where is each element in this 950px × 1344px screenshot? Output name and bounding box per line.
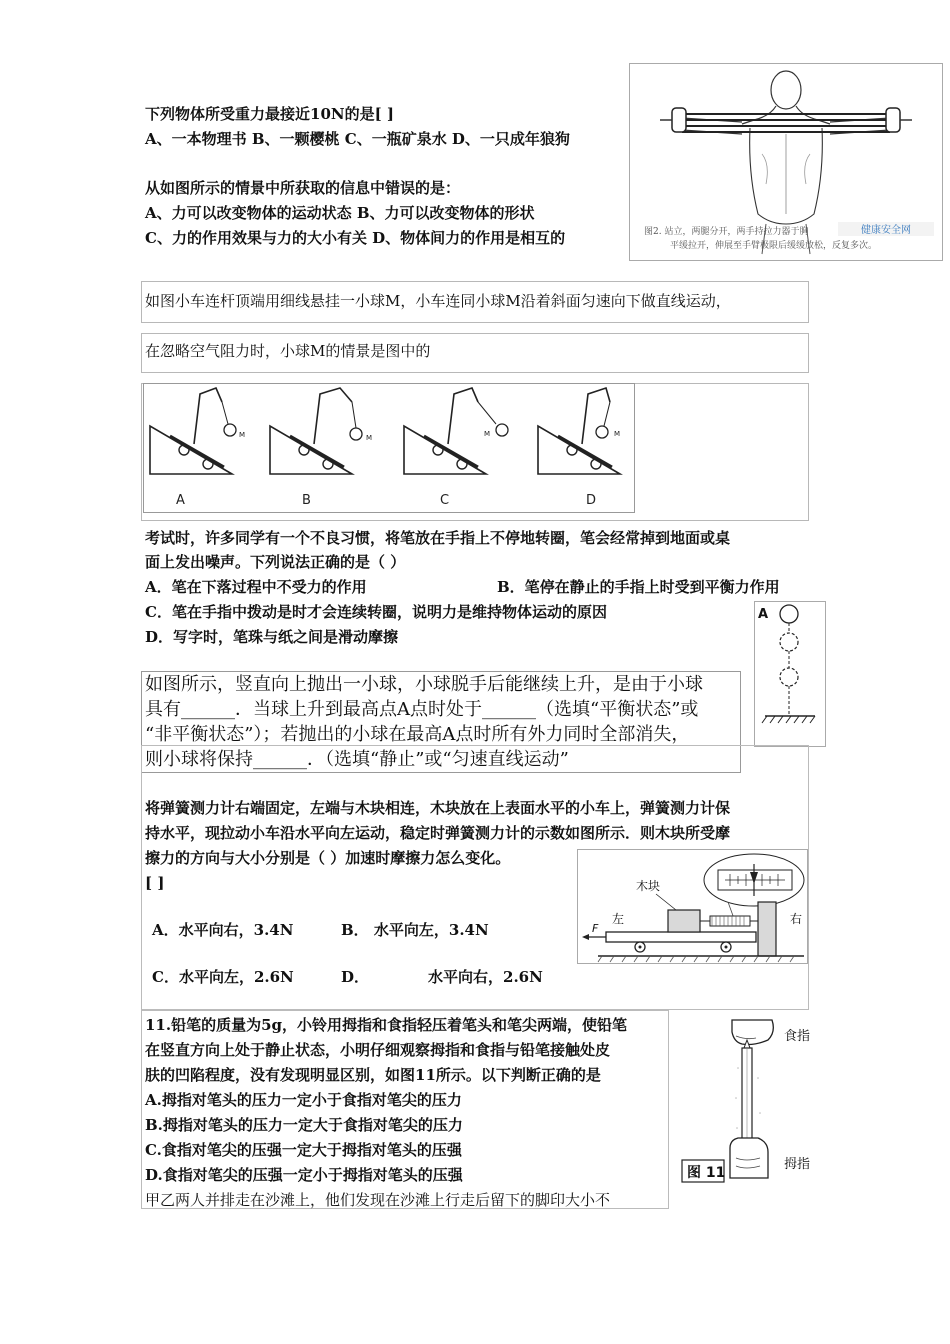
q7-line-2: 在竖直方向上处于静止状态，小明仔细观察拇指和食指与铅笔接触处皮 [145, 1041, 611, 1059]
man-with-expander-image [630, 64, 942, 260]
q4-option-b: B．笔停在静止的手指上时受到平衡力作用 [497, 578, 780, 596]
figure-11-caption: 图 11 [687, 1165, 726, 1181]
q4-line-2: 面上发出噪声。下列说法正确的是（ ） [145, 553, 406, 571]
q4-option-a: A．笔在下落过程中不受力的作用 [145, 578, 367, 596]
q3-line-2: 在忽略空气阻力时，小球M的情景是图中的 [145, 342, 431, 360]
q5-line-2: 具有______．当球上升到最高点A点时处于______（选填“平衡状态”或 [145, 699, 699, 720]
q3-line-2-box [141, 333, 809, 373]
q6-line-3: 擦力的方向与大小分别是（ ）加速时摩擦力怎么变化。 [145, 849, 511, 867]
q6-option-d: D． [341, 968, 370, 986]
figure-caption-2: 平缓拉开，伸展至手臂极限后缓缓放松，反复多次。 [670, 241, 878, 251]
force-label: F [592, 922, 599, 935]
option-label-c: C [440, 493, 450, 508]
ball-label-a: M [239, 431, 246, 439]
q1-stem: 下列物体所受重力最接近10N的是[ ] [145, 105, 395, 123]
left-label: 左 [612, 912, 625, 926]
q6-option-b: B． 水平向左，3.4N [341, 921, 489, 939]
q2-option-line-1: A、力可以改变物体的运动状态 B、力可以改变物体的形状 [145, 204, 535, 222]
q7-last-line: 甲乙两人并排走在沙滩上，他们发现在沙滩上行走后留下的脚印大小不 [145, 1191, 611, 1209]
q6-option-a: A．水平向右，3.4N [152, 921, 294, 939]
incline-option-b [270, 388, 372, 508]
right-label: 右 [790, 912, 803, 926]
thumb-label: 拇指 [784, 1157, 811, 1172]
q2-option-line-2: C、力的作用效果与力的大小有关 D、物体间力的作用是相互的 [145, 229, 566, 247]
q6-option-c: C．水平向左，2.6N [152, 968, 294, 986]
q5-line-1: 如图所示，竖直向上抛出一小球，小球脱手后能继续上升，是由于小球 [145, 674, 703, 695]
index-finger-label: 食指 [784, 1029, 811, 1044]
q5-line-3: “非平衡状态”）；若抛出的小球在最高A点时所有外力同时全部消失， [145, 724, 690, 745]
block-label: 木块 [636, 879, 661, 893]
expander-figure [629, 63, 943, 261]
q6-bracket: [ ] [145, 874, 165, 892]
q3-line-1-box [141, 281, 809, 323]
q7-option-b: B.拇指对笔头的压力一定大于食指对笔尖的压力 [145, 1116, 463, 1134]
q7-option-d: D.食指对笔尖的压强一定小于拇指对笔头的压强 [145, 1166, 463, 1184]
q4-line-1: 考试时，许多同学有一个不良习惯，将笔放在手指上不停地转圈，笔会经常掉到地面或桌 [145, 529, 731, 547]
q7-option-a: A.拇指对笔头的压力一定小于食指对笔尖的压力 [145, 1091, 462, 1109]
ball-label-d: M [614, 430, 621, 438]
q3-line-1: 如图小车连杆顶端用细线悬挂一小球M，小车连同小球M沿着斜面匀速向下做直线运动， [145, 292, 731, 310]
q7-line-1: 11.铅笔的质量为5g，小铃用拇指和食指轻压着笔头和笔尖两端，使铅笔 [145, 1016, 628, 1034]
q6-line-2: 持水平，现拉动小车沿水平向左运动，稳定时弹簧测力计的示数如图所示．则木块所受摩 [145, 824, 731, 842]
q4-option-c: C．笔在手指中拨动是时才会连续转圈，说明力是维持物体运动的原因 [145, 603, 607, 621]
point-a-label: A [758, 607, 769, 622]
q6-option-d-text: 水平向右，2.6N [428, 968, 543, 986]
pencil-fingers-figure [680, 1018, 815, 1186]
incline-cart-figure [143, 383, 635, 513]
figure-caption-1: 图2. 站立，两腿分开，两手持拉力器于胸 [644, 227, 809, 237]
spring-scale-cart-figure [577, 849, 808, 964]
q2-stem: 从如图所示的情景中所获取的信息中错误的是： [145, 179, 461, 197]
watermark-text: 健康安全网 [861, 225, 911, 236]
option-label-a: A [176, 493, 185, 508]
q5-line-4: 则小球将保持______．（选填“静止”或“匀速直线运动” [145, 749, 569, 770]
q7-line-3: 肤的凹陷程度，没有发现明显区别，如图11所示。以下判断正确的是 [145, 1066, 601, 1084]
q4-option-d: D．写字时，笔珠与纸之间是滑动摩擦 [145, 628, 399, 646]
incline-option-c [404, 388, 508, 508]
option-label-d: D [586, 493, 597, 508]
ball-label-c: M [484, 430, 491, 438]
q7-option-c: C.食指对笔尖的压强一定大于拇指对笔头的压强 [145, 1141, 462, 1159]
incline-option-d [538, 388, 620, 508]
thrown-ball-figure [754, 601, 826, 747]
q6-line-1: 将弹簧测力计右端固定，左端与木块相连，木块放在上表面水平的小车上，弹簧测力计保 [145, 799, 731, 817]
ball-label-b: M [366, 434, 373, 442]
q1-options: A、一本物理书 B、一颗樱桃 C、一瓶矿泉水 D、一只成年狼狗 [145, 130, 570, 148]
option-label-b: B [302, 493, 311, 508]
incline-option-a [150, 388, 245, 508]
